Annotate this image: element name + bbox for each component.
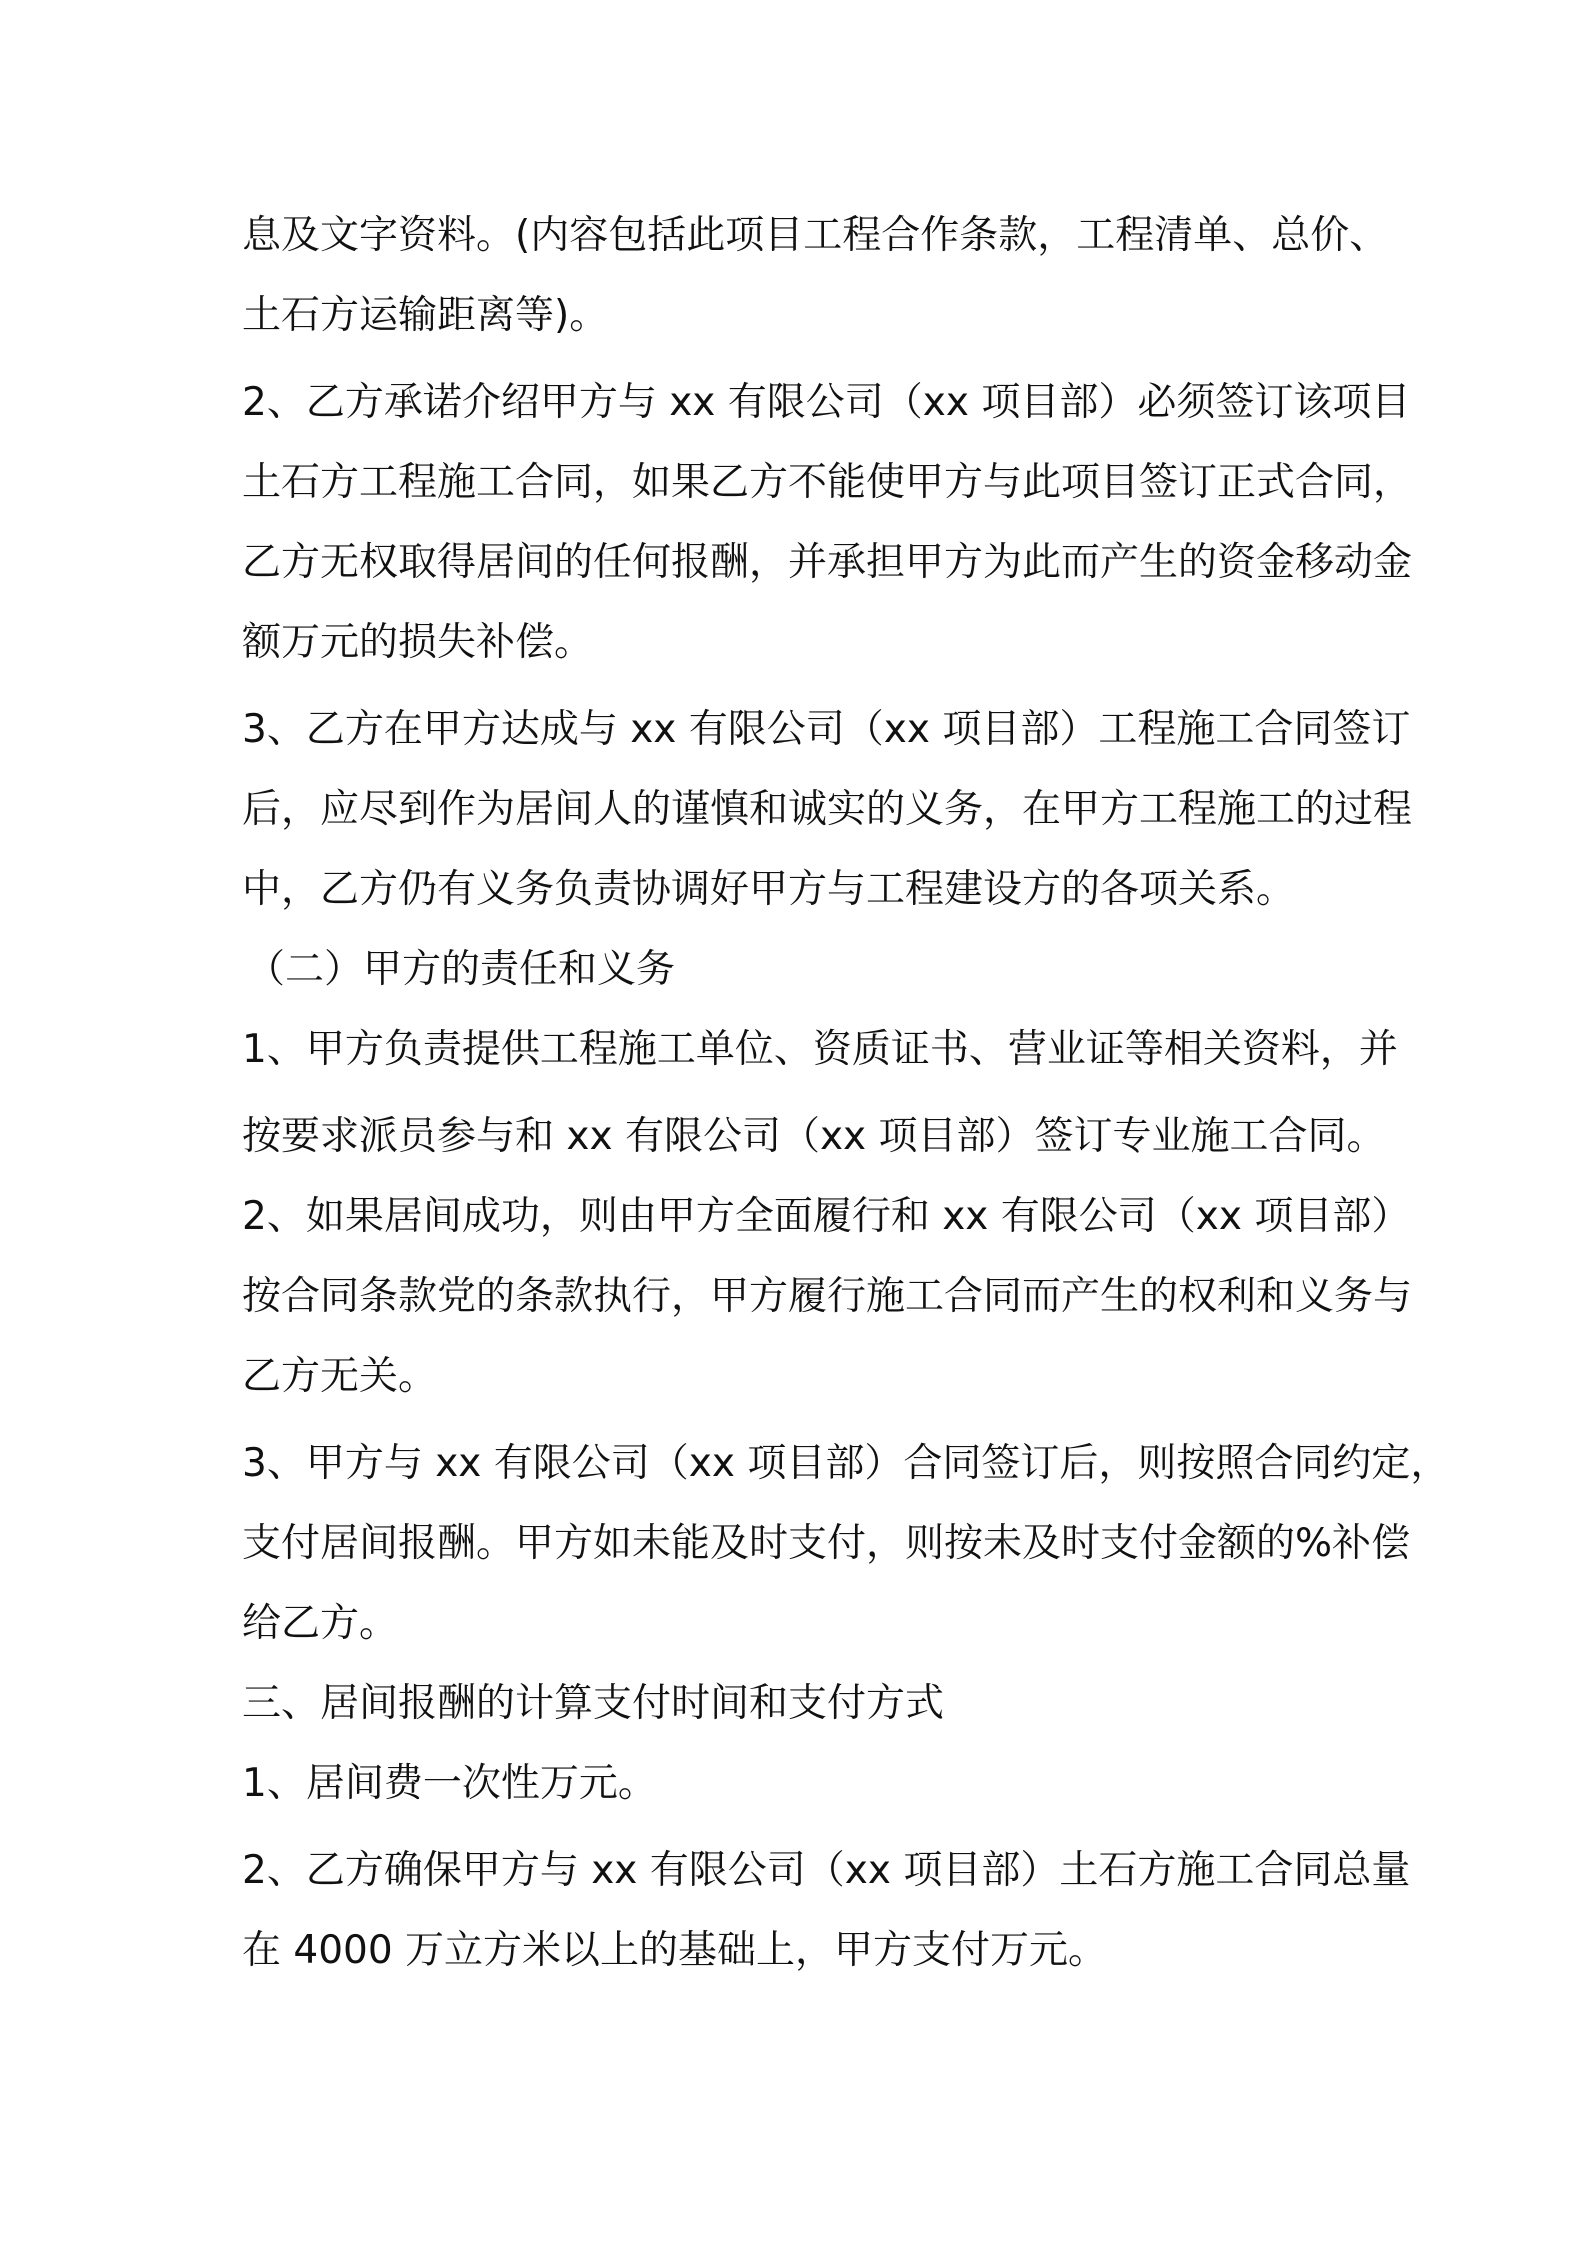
text-line: 中，乙方仍有义务负责协调好甲方与工程建设方的各项关系。 [242,867,1296,912]
text-line: 按合同条款党的条款执行，甲方履行施工合同而产生的权利和义务与 [242,1274,1413,1319]
document-body [242,196,1450,1991]
paragraph-start-line: 1、甲方负责提供工程施工单位、资质证书、营业证等相关资料，并 [242,1027,1398,1072]
section-heading: （二）甲方的责任和义务 [246,947,676,992]
text-line: 按要求派员参与和 xx 有限公司（xx 项目部）签订专业施工合同。 [242,1114,1386,1159]
section-heading: 三、居间报酬的计算支付时间和支付方式 [242,1681,945,1726]
paragraph-start-line: 3、乙方在甲方达成与 xx 有限公司（xx 项目部）工程施工合同签订 [242,707,1411,752]
text-line: 乙方无关。 [242,1354,438,1399]
text-line: 支付居间报酬。甲方如未能及时支付，则按未及时支付金额的%补偿 [242,1521,1411,1566]
text-line: 后，应尽到作为居间人的谨慎和诚实的义务，在甲方工程施工的过程 [242,787,1413,832]
text-line: 土石方工程施工合同，如果乙方不能使甲方与此项目签订正式合同， [242,460,1413,505]
paragraph-start-line: 3、甲方与 xx 有限公司（xx 项目部）合同签订后，则按照合同约定， [242,1441,1450,1486]
paragraph-start-line: 1、居间费一次性万元。 [242,1761,657,1806]
text-line: 在 4000 万立方米以上的基础上，甲方支付万元。 [242,1928,1108,1973]
text-line: 息及文字资料。(内容包括此项目工程合作条款，工程清单、总价、 [242,213,1389,258]
paragraph-start-line: 2、乙方承诺介绍甲方与 xx 有限公司（xx 项目部）必须签订该项目 [242,380,1411,425]
paragraph-start-line: 2、如果居间成功，则由甲方全面履行和 xx 有限公司（xx 项目部） [242,1194,1411,1239]
text-line: 乙方无权取得居间的任何报酬，并承担甲方为此而产生的资金移动金 [242,540,1413,585]
text-line: 额万元的损失补偿。 [242,620,594,665]
text-line: 土石方运输距离等)。 [242,293,609,338]
text-line: 给乙方。 [242,1601,399,1646]
paragraph-start-line: 2、乙方确保甲方与 xx 有限公司（xx 项目部）土石方施工合同总量 [242,1848,1411,1893]
